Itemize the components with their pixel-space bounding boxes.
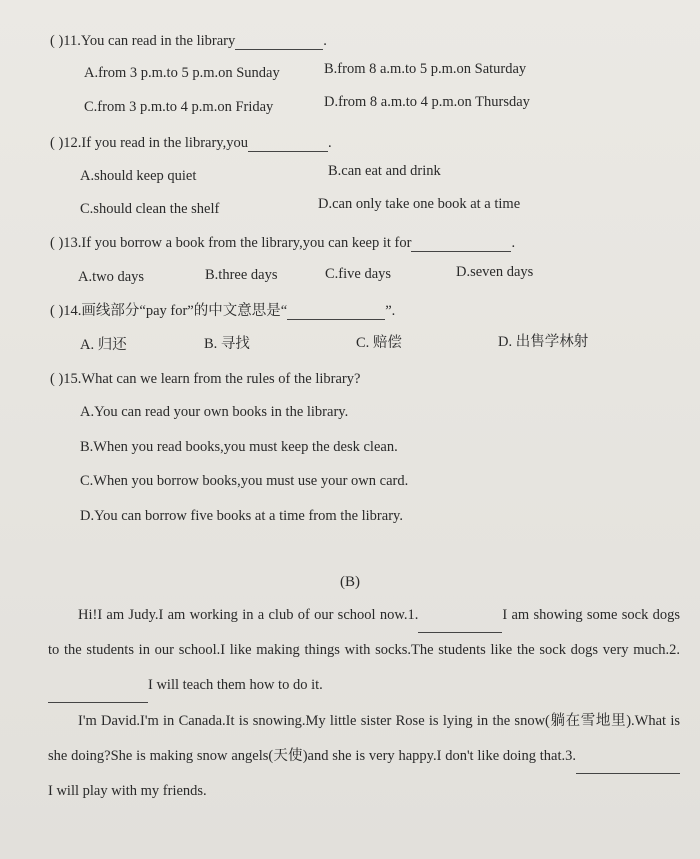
question-15-stem: ( )15.What can we learn from the rules of the library? [50, 371, 361, 387]
question-13-end: . [511, 235, 516, 251]
option-c: C.When you borrow books,you must use your own card. [80, 473, 409, 489]
option-a: A.You can read your own books in the library. [80, 404, 349, 420]
question-11-stem [50, 32, 327, 50]
question-11-text: ( )11.You can read in the library [50, 33, 236, 49]
passage-text: I am showing some sock dogs to the students in our school.I like making things with socks.The students like the sock dogs very much.2. [48, 607, 680, 658]
answer-blank [411, 237, 511, 252]
question-12-end: . [327, 135, 332, 151]
answer-blank-1 [418, 618, 502, 633]
passage-text: I'm David.I'm in Canada.It is snowing.My little sister Rose is lying in the snow(躺在雪地里).What is she doing?She is making snow angels(天使)and she is very happy.I don't like doing that.3. [48, 713, 680, 764]
question-12-text: ( )12.If you read in the library,you [50, 135, 248, 151]
answer-blank [235, 35, 323, 50]
option-d: D.can only take one book at a time [318, 196, 521, 212]
option-c: C. 赔偿 [356, 335, 402, 351]
question-13-stem [50, 234, 515, 252]
answer-blank [248, 137, 328, 152]
option-c: C.from 3 p.m.to 4 p.m.on Friday [84, 99, 274, 115]
option-b: B.three days [205, 267, 278, 283]
option-c: C.should clean the shelf [80, 201, 220, 217]
question-14-stem [50, 302, 395, 320]
passage-text: I will teach them how to do it. [148, 677, 323, 693]
question-14-end: ”. [385, 303, 396, 319]
option-a: A.from 3 p.m.to 5 p.m.on Sunday [84, 65, 280, 81]
option-a: A.should keep quiet [80, 168, 197, 184]
option-b: B.can eat and drink [328, 163, 441, 179]
question-14-text: ( )14.画线部分“pay for”的中文意思是“ [50, 303, 288, 319]
question-12-stem [50, 134, 332, 152]
option-b: B. 寻找 [204, 336, 250, 352]
option-a: A. 归还 [80, 337, 127, 353]
answer-blank-3 [576, 759, 680, 774]
answer-blank-2 [48, 688, 148, 703]
option-b: B.When you read books,you must keep the desk clean. [80, 439, 398, 455]
option-b: B.from 8 a.m.to 5 p.m.on Saturday [324, 61, 527, 77]
passage-paragraph-1 [48, 598, 680, 703]
passage-text: I will play with my friends. [48, 783, 207, 799]
option-d: D.seven days [456, 264, 534, 280]
option-c: C.five days [325, 266, 392, 282]
question-13-text: ( )13.If you borrow a book from the library,you can keep it for [50, 235, 412, 251]
answer-blank [287, 305, 385, 320]
option-d: D.from 8 a.m.to 4 p.m.on Thursday [324, 94, 530, 110]
passage-paragraph-2 [48, 704, 680, 809]
section-title: (B) [340, 574, 360, 590]
option-a: A.two days [78, 269, 145, 285]
option-d: D. 出售学林射 [498, 334, 589, 350]
question-11-end: . [323, 33, 327, 49]
option-d: D.You can borrow five books at a time from the library. [80, 508, 403, 524]
passage-text: Hi!I am Judy.I am working in a club of our school now.1. [78, 607, 419, 623]
